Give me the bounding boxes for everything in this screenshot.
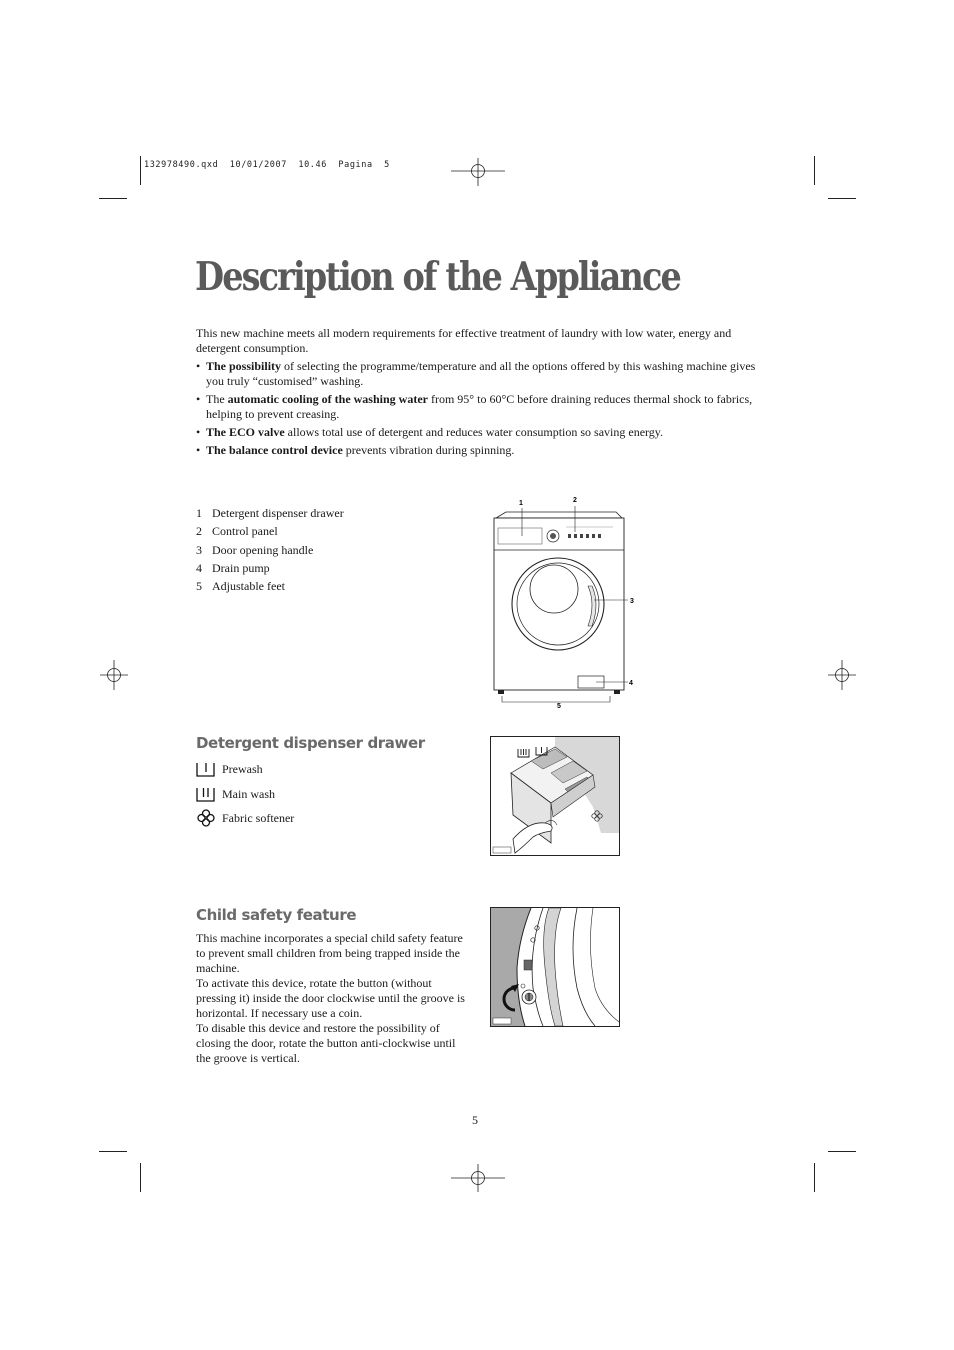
child-safety-figure: [490, 907, 620, 1027]
page-title: Description of the Appliance: [195, 254, 680, 300]
parts-item: 5 Adjustable feet: [196, 579, 285, 594]
prewash-icon: [196, 760, 216, 778]
crop-mark: [828, 198, 856, 199]
callout-4: 4: [629, 680, 633, 687]
feature-item: • The ECO valve allows total use of detergent and reduces water consumption so saving energy.: [196, 425, 756, 440]
child-safety-text: This machine incorporates a special child safety feature to prevent small children from being trapped inside the machine. To activate this device, rotate the button (without pressing it) inside the door clockwise until the groove is horizontal. If necessary use a coin. To disable this device and restore the possibility of closing the door, rotate the button anti-clockwise until the groove is vertical.: [196, 931, 465, 1065]
dispenser-drawer-figure: [490, 736, 620, 856]
dispenser-item: [196, 785, 275, 803]
feature-item: • The possibility of selecting the programme/temperature and all the options offered by this washing machine gives you truly “customised” washing.: [196, 359, 756, 389]
parts-list: [196, 506, 344, 597]
feature-list: [196, 359, 756, 461]
dispenser-item-label: Prewash: [222, 761, 263, 776]
fabric-softener-icon: [196, 809, 216, 827]
intro-paragraph: This new machine meets all modern requirements for effective treatment of laundry with low water, energy and detergent consumption.: [196, 326, 732, 355]
parts-item: 4 Drain pump: [196, 560, 270, 575]
crop-mark: [814, 1163, 815, 1192]
parts-item: 1 Detergent dispenser drawer: [196, 506, 344, 520]
dispenser-item-label: Fabric softener: [222, 810, 295, 825]
parts-item: 3 Door opening handle: [196, 542, 314, 557]
callout-2: 2: [573, 497, 577, 504]
callout-3: 3: [630, 598, 634, 605]
crop-mark: [140, 156, 141, 185]
page-number: 5: [472, 1113, 478, 1127]
callout-1: 1: [519, 500, 523, 507]
dispenser-item-label: Main wash: [222, 786, 275, 801]
crop-mark: [99, 198, 127, 199]
print-slug: 132978490.qxd 10/01/2007 10.46 Pagina 5: [144, 160, 390, 170]
crop-mark: [814, 156, 815, 185]
registration-mark-bottom: [451, 1164, 505, 1192]
crop-mark: [140, 1163, 141, 1192]
dispenser-item: [196, 809, 294, 827]
feature-item: • The automatic cooling of the washing water from 95° to 60°C before draining reduces thermal shock to fabrics, helping to prevent creasing.: [196, 392, 756, 422]
washing-machine-diagram: [488, 494, 638, 712]
registration-mark-top: [451, 158, 505, 186]
registration-mark-right: [828, 660, 856, 690]
crop-mark: [99, 1151, 127, 1152]
main-wash-icon: [196, 785, 216, 803]
child-safety-heading: Child safety feature: [196, 906, 357, 924]
parts-item: 2 Control panel: [196, 524, 278, 539]
dispenser-item: [196, 760, 263, 778]
callout-5: 5: [557, 703, 561, 710]
feature-item: • The balance control device prevents vibration during spinning.: [196, 443, 756, 458]
crop-mark: [828, 1151, 856, 1152]
dispenser-heading: Detergent dispenser drawer: [196, 734, 425, 752]
registration-mark-left: [100, 660, 128, 690]
